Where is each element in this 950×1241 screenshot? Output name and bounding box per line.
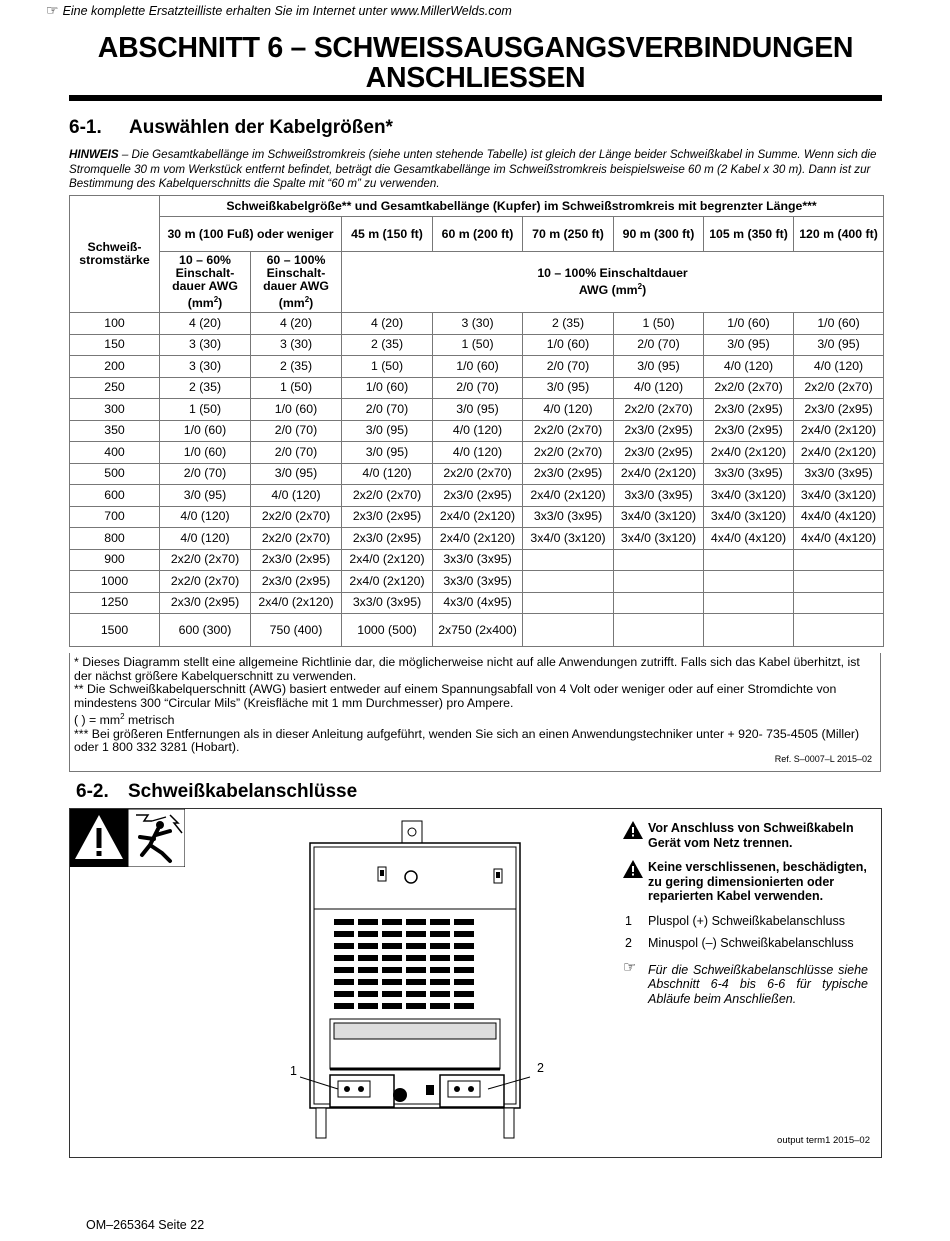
table-row bbox=[70, 420, 884, 442]
top-note: ☞ Eine komplette Ersatzteilliste erhalten Sie im Internet unter www.MillerWelds.com bbox=[46, 2, 512, 18]
cable-size-cell: 3x3/0 (3x95) bbox=[433, 549, 523, 571]
footnotes bbox=[69, 653, 881, 772]
table-row bbox=[70, 356, 884, 378]
current-cell: 150 bbox=[70, 334, 160, 356]
current-cell: 250 bbox=[70, 377, 160, 399]
current-cell: 900 bbox=[70, 549, 160, 571]
table-row bbox=[70, 442, 884, 464]
cable-size-cell: 2 (35) bbox=[342, 334, 433, 356]
cable-size-cell: 1 (50) bbox=[433, 334, 523, 356]
cable-size-cell bbox=[614, 614, 704, 647]
table-row bbox=[70, 506, 884, 528]
table-row bbox=[70, 528, 884, 550]
electric-shock-warning-icon bbox=[70, 809, 185, 867]
cable-size-cell: 3/0 (95) bbox=[342, 420, 433, 442]
duty-b-header: 60 – 100% Einschalt-dauer AWG $(mm^2)$ bbox=[251, 252, 342, 313]
cable-size-cell: 4 (20) bbox=[160, 313, 251, 335]
cable-size-cell: 3x4/0 (3x120) bbox=[614, 506, 704, 528]
cable-size-cell: 3/0 (95) bbox=[614, 356, 704, 378]
cable-size-cell bbox=[614, 571, 704, 593]
cable-size-cell: 2x3/0 (2x95) bbox=[433, 485, 523, 507]
cable-size-cell: 3/0 (95) bbox=[523, 377, 614, 399]
cable-size-cell: 2x3/0 (2x95) bbox=[342, 528, 433, 550]
cable-size-cell: 3x3/0 (3x95) bbox=[704, 463, 794, 485]
cable-size-cell: 2x3/0 (2x95) bbox=[160, 592, 251, 614]
cable-size-cell: 1/0 (60) bbox=[704, 313, 794, 335]
section-6-1-heading: 6-1. Auswählen der Kabelgrößen* bbox=[69, 117, 393, 138]
table-row bbox=[70, 485, 884, 507]
cable-size-cell: 2/0 (70) bbox=[523, 356, 614, 378]
table-row bbox=[70, 463, 884, 485]
cable-size-cell: 2x3/0 (2x95) bbox=[614, 442, 704, 464]
len-60-header: 60 m (200 ft) bbox=[433, 217, 523, 252]
cable-size-cell: 2/0 (70) bbox=[251, 442, 342, 464]
cable-size-cell: 3x4/0 (3x120) bbox=[523, 528, 614, 550]
table-body bbox=[70, 313, 884, 647]
cable-size-cell: 3x4/0 (3x120) bbox=[704, 485, 794, 507]
cable-size-cell: 1 (50) bbox=[614, 313, 704, 335]
cable-size-cell: 2x2/0 (2x70) bbox=[614, 399, 704, 421]
cable-size-cell: 2 (35) bbox=[523, 313, 614, 335]
cable-size-cell: 2x3/0 (2x95) bbox=[251, 571, 342, 593]
cable-size-cell: 2/0 (70) bbox=[614, 334, 704, 356]
cable-size-cell: 4x4/0 (4x120) bbox=[794, 528, 884, 550]
legend-item-2: 2 Minuspol (–) Schweißkabelanschluss bbox=[625, 936, 854, 950]
cable-size-cell: 2x2/0 (2x70) bbox=[433, 463, 523, 485]
cable-size-cell: 3x4/0 (3x120) bbox=[704, 506, 794, 528]
cable-size-cell: 3/0 (95) bbox=[704, 334, 794, 356]
cable-size-cell: 4/0 (120) bbox=[160, 506, 251, 528]
cable-size-cell: 2x4/0 (2x120) bbox=[704, 442, 794, 464]
cable-size-cell bbox=[794, 592, 884, 614]
cable-size-cell: 2 (35) bbox=[251, 356, 342, 378]
cable-size-cell bbox=[794, 571, 884, 593]
current-cell: 300 bbox=[70, 399, 160, 421]
current-cell: 500 bbox=[70, 463, 160, 485]
cable-size-cell: 2x4/0 (2x120) bbox=[342, 549, 433, 571]
table-row bbox=[70, 549, 884, 571]
cable-size-cell: 4/0 (120) bbox=[614, 377, 704, 399]
cable-size-cell: 2x4/0 (2x120) bbox=[251, 592, 342, 614]
cable-size-cell: 1/0 (60) bbox=[433, 356, 523, 378]
cable-size-cell: 1/0 (60) bbox=[523, 334, 614, 356]
cable-size-cell: 4/0 (120) bbox=[523, 399, 614, 421]
cable-size-cell: 2/0 (70) bbox=[251, 420, 342, 442]
cable-size-cell: 2x3/0 (2x95) bbox=[523, 463, 614, 485]
footnote-1: * Dieses Diagramm stellt eine allgemeine Richtlinie dar, die möglicherweise nicht auf alle Anwendungen zutrifft. Falls sich das Kabel überhitzt, ist der nächst größere Kabelquerschnitt zu verwenden. bbox=[74, 655, 860, 683]
table-row bbox=[70, 313, 884, 335]
len-105-header: 105 m (350 ft) bbox=[704, 217, 794, 252]
cable-size-cell: 3x4/0 (3x120) bbox=[794, 485, 884, 507]
warning-2: Keine verschlissenen, beschädigten, zu gering dimensionierten oder reparierten Kabel verwenden. bbox=[623, 860, 868, 904]
cable-size-cell: 2/0 (70) bbox=[433, 377, 523, 399]
footnote-3: ( ) = $mm^2$ metrisch bbox=[74, 712, 175, 727]
current-cell: 350 bbox=[70, 420, 160, 442]
figure-box bbox=[69, 808, 882, 1158]
cable-size-cell: 2x3/0 (2x95) bbox=[704, 420, 794, 442]
cable-size-cell bbox=[704, 614, 794, 647]
cable-size-cell: 1 (50) bbox=[342, 356, 433, 378]
cable-size-cell: 2x4/0 (2x120) bbox=[433, 506, 523, 528]
cable-size-cell: 4/0 (120) bbox=[342, 463, 433, 485]
cable-size-cell: 2x2/0 (2x70) bbox=[523, 442, 614, 464]
cable-size-cell: 2x2/0 (2x70) bbox=[523, 420, 614, 442]
welding-machine-drawing bbox=[300, 819, 560, 1149]
cable-size-cell bbox=[794, 549, 884, 571]
current-header: Schweiß-stromstärke bbox=[70, 196, 160, 313]
cable-size-cell: 2x2/0 (2x70) bbox=[704, 377, 794, 399]
cable-size-cell: 2x3/0 (2x95) bbox=[251, 549, 342, 571]
cable-size-cell bbox=[523, 592, 614, 614]
footnote-4: *** Bei größeren Entfernungen als in dieser Anleitung aufgeführt, wenden Sie sich an einen Anwendungstechniker unter + 920- 735-4505 (Miller) oder 1 800 332 3281 (Hobart). bbox=[74, 726, 860, 754]
cable-size-cell: 4/0 (120) bbox=[794, 356, 884, 378]
cable-size-cell: 3x3/0 (3x95) bbox=[523, 506, 614, 528]
cable-size-cell: 2x2/0 (2x70) bbox=[794, 377, 884, 399]
cable-size-cell: 4/0 (120) bbox=[433, 420, 523, 442]
section-6-2-heading: 6-2. Schweißkabelanschlüsse bbox=[76, 781, 358, 802]
pointing-hand-icon: ☞ bbox=[46, 2, 59, 18]
cable-size-cell: 2/0 (70) bbox=[342, 399, 433, 421]
cable-size-cell: 2 (35) bbox=[160, 377, 251, 399]
len-90-header: 90 m (300 ft) bbox=[614, 217, 704, 252]
duty-a-header: 10 – 60% Einschalt-dauer AWG $(mm^2)$ bbox=[160, 252, 251, 313]
cable-size-cell: 2x4/0 (2x120) bbox=[342, 571, 433, 593]
current-cell: 800 bbox=[70, 528, 160, 550]
cable-size-cell: 3x3/0 (3x95) bbox=[342, 592, 433, 614]
cable-size-cell: 3x3/0 (3x95) bbox=[614, 485, 704, 507]
cable-size-cell: 4/0 (120) bbox=[433, 442, 523, 464]
callout-2: 2 bbox=[537, 1061, 544, 1075]
cable-size-cell: 2/0 (70) bbox=[160, 463, 251, 485]
current-cell: 700 bbox=[70, 506, 160, 528]
warning-1: Vor Anschluss von Schweißkabeln Gerät vom Netz trennen. bbox=[623, 821, 868, 850]
cable-size-cell: 4/0 (120) bbox=[704, 356, 794, 378]
cable-size-cell bbox=[704, 592, 794, 614]
cable-size-cell: 3/0 (95) bbox=[433, 399, 523, 421]
len-120-header: 120 m (400 ft) bbox=[794, 217, 884, 252]
table-row bbox=[70, 377, 884, 399]
cable-size-cell bbox=[523, 614, 614, 647]
warning-triangle-icon bbox=[623, 860, 643, 878]
current-cell: 1000 bbox=[70, 571, 160, 593]
cable-size-cell: 1/0 (60) bbox=[160, 442, 251, 464]
cable-size-cell bbox=[614, 592, 704, 614]
hint-note: ☞ Für die Schweißkabelanschlüsse siehe Abschnitt 6-4 bis 6-6 für typische Abläufe beim Anschließen. bbox=[623, 958, 868, 1006]
cable-size-cell: 4x3/0 (4x95) bbox=[433, 592, 523, 614]
cable-size-cell bbox=[704, 571, 794, 593]
cable-size-cell: 1 (50) bbox=[160, 399, 251, 421]
cable-size-cell: 1/0 (60) bbox=[342, 377, 433, 399]
cable-size-cell: 2x2/0 (2x70) bbox=[160, 549, 251, 571]
table-reference: Ref. S–0007–L 2015–02 bbox=[774, 753, 872, 764]
cable-size-cell: 4 (20) bbox=[342, 313, 433, 335]
table-row bbox=[70, 571, 884, 593]
cable-size-cell: 2x3/0 (2x95) bbox=[794, 399, 884, 421]
len-70-header: 70 m (250 ft) bbox=[523, 217, 614, 252]
cable-size-cell: 2x4/0 (2x120) bbox=[523, 485, 614, 507]
cable-size-cell: 3x3/0 (3x95) bbox=[794, 463, 884, 485]
cable-size-cell: 3/0 (95) bbox=[251, 463, 342, 485]
cable-size-cell: 1/0 (60) bbox=[160, 420, 251, 442]
current-cell: 600 bbox=[70, 485, 160, 507]
page-footer: OM–265364 Seite 22 bbox=[86, 1218, 205, 1232]
cable-size-cell: 2x4/0 (2x120) bbox=[794, 442, 884, 464]
figure-text bbox=[623, 821, 868, 1006]
cable-size-cell: 4/0 (120) bbox=[251, 485, 342, 507]
warning-triangle-icon bbox=[623, 821, 643, 839]
current-cell: 1500 bbox=[70, 614, 160, 647]
cable-size-cell: 2x2/0 (2x70) bbox=[251, 506, 342, 528]
current-cell: 200 bbox=[70, 356, 160, 378]
cable-size-cell: 2x3/0 (2x95) bbox=[614, 420, 704, 442]
cable-size-cell: 3x3/0 (3x95) bbox=[433, 571, 523, 593]
len-30-header: 30 m (100 Fuß) oder weniger bbox=[160, 217, 342, 252]
cable-size-cell: 3 (30) bbox=[433, 313, 523, 335]
current-cell: 1250 bbox=[70, 592, 160, 614]
cable-size-cell: 600 (300) bbox=[160, 614, 251, 647]
cable-size-cell: 2x3/0 (2x95) bbox=[704, 399, 794, 421]
cable-size-cell: 3 (30) bbox=[160, 356, 251, 378]
cable-size-cell: 2x4/0 (2x120) bbox=[794, 420, 884, 442]
figure-reference: output term1 2015–02 bbox=[777, 1135, 870, 1146]
cable-size-cell: 2x2/0 (2x70) bbox=[251, 528, 342, 550]
cable-size-cell: 4/0 (120) bbox=[160, 528, 251, 550]
current-cell: 400 bbox=[70, 442, 160, 464]
cable-size-cell: 2x2/0 (2x70) bbox=[160, 571, 251, 593]
pointing-hand-icon: ☞ bbox=[623, 958, 637, 976]
chapter-rule bbox=[69, 95, 882, 101]
cable-size-cell: 4 (20) bbox=[251, 313, 342, 335]
chapter-title: ABSCHNITT 6 – SCHWEISSAUSGANGSVERBINDUNGEN ANSCHLIESSEN bbox=[97, 32, 854, 94]
cable-size-cell: 1/0 (60) bbox=[794, 313, 884, 335]
cable-size-cell: 1 (50) bbox=[251, 377, 342, 399]
cable-size-cell bbox=[523, 571, 614, 593]
cable-size-cell: 4x4/0 (4x120) bbox=[794, 506, 884, 528]
cable-size-cell: 2x4/0 (2x120) bbox=[614, 463, 704, 485]
cable-size-cell: 3/0 (95) bbox=[342, 442, 433, 464]
footnote-2: ** Die Schweißkabelquerschnitt (AWG) basiert entweder auf einem Spannungsabfall von 4 Volt oder weniger oder auf einer Stromdichte von mindestens 300 “Circular Mils” (Kreisfläche mit 1 mm Durchmesser) pro Ampere. bbox=[74, 682, 837, 710]
cable-size-cell: 2x750 (2x400) bbox=[433, 614, 523, 647]
cable-size-cell: 2x4/0 (2x120) bbox=[433, 528, 523, 550]
cable-size-cell: 3 (30) bbox=[160, 334, 251, 356]
cable-size-cell bbox=[704, 549, 794, 571]
cable-size-cell: 3/0 (95) bbox=[794, 334, 884, 356]
cable-size-cell: 2x2/0 (2x70) bbox=[342, 485, 433, 507]
table-row bbox=[70, 614, 884, 647]
cable-size-cell: 1000 (500) bbox=[342, 614, 433, 647]
cable-size-cell: 750 (400) bbox=[251, 614, 342, 647]
duty-c-header: 10 – 100% Einschaltdauer AWG $(mm^2)$ bbox=[342, 252, 884, 313]
table-row bbox=[70, 399, 884, 421]
current-cell: 100 bbox=[70, 313, 160, 335]
cable-size-cell: 3x4/0 (3x120) bbox=[614, 528, 704, 550]
len-45-header: 45 m (150 ft) bbox=[342, 217, 433, 252]
top-header: Schweißkabelgröße** und Gesamtkabellänge (Kupfer) im Schweißstromkreis mit begrenzter Länge*** bbox=[160, 196, 884, 217]
cable-size-cell bbox=[614, 549, 704, 571]
cable-size-cell: 4x4/0 (4x120) bbox=[704, 528, 794, 550]
cable-size-cell: 3 (30) bbox=[251, 334, 342, 356]
cable-size-table bbox=[69, 195, 884, 647]
table-row bbox=[70, 592, 884, 614]
cable-size-cell: 1/0 (60) bbox=[251, 399, 342, 421]
cable-size-cell bbox=[523, 549, 614, 571]
legend-item-1: 1 Pluspol (+) Schweißkabelanschluss bbox=[625, 913, 845, 928]
cable-size-cell bbox=[794, 614, 884, 647]
table-row bbox=[70, 334, 884, 356]
cable-size-cell: 3/0 (95) bbox=[160, 485, 251, 507]
hinweis-note: HINWEIS – Die Gesamtkabellänge im Schweißstromkreis (siehe unten stehende Tabelle) ist gleich der Länge beider Schweißkabel in Summe. Wenn sich die Stromquelle 30 m vom Werkstück entfernt befindet, beträgt die Gesamtkabellänge im Schweißstromkreis beispielsweise 60 m (2 Kabel x 30 m). Dann ist zur Bestimmung des Kabelquerschnitts die Spalte mit “60 m” zu verwenden. bbox=[69, 148, 877, 190]
cable-size-cell: 2x3/0 (2x95) bbox=[342, 506, 433, 528]
callout-1: 1 bbox=[290, 1064, 297, 1078]
